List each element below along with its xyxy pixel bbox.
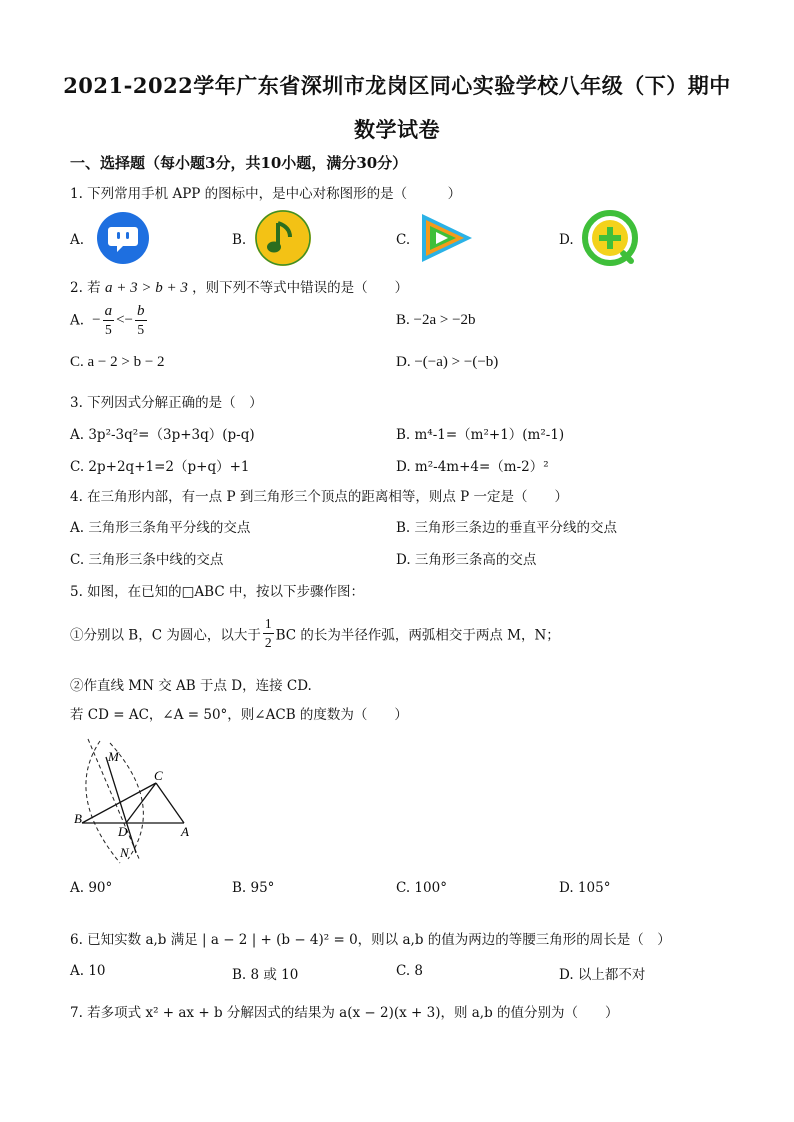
q2-option-d: D. −(−a) > −(−b) xyxy=(396,354,499,370)
q4-option-a: A. 三角形三条角平分线的交点 xyxy=(70,520,251,536)
q1-option-b-label: B. xyxy=(232,232,247,248)
label-d: D xyxy=(118,824,128,839)
q2-stem-pre: 2. 若 xyxy=(70,280,101,296)
q3-option-b: B. m⁴-1=（m²+1）(m²-1) xyxy=(396,427,565,443)
q2-stem xyxy=(70,276,408,297)
segment-ca xyxy=(156,783,184,823)
q1-option-d-label: D. xyxy=(559,232,574,248)
q2-option-c: C. a − 2 > b − 2 xyxy=(70,354,165,370)
title-line-2: 数学试卷 xyxy=(354,117,440,142)
label-b: B xyxy=(74,811,82,826)
q3-stem: 3. 下列因式分解正确的是（ ） xyxy=(70,395,263,411)
q5-option-d: D. 105° xyxy=(559,880,611,896)
q5-option-c: C. 100° xyxy=(396,880,447,896)
q5-option-b: B. 95° xyxy=(232,880,275,896)
segment-cd xyxy=(126,783,156,823)
q2-stem-post: ，则下列不等式中错误的是（ ） xyxy=(192,280,409,296)
q6-option-a: A. 10 xyxy=(70,963,106,979)
q6-option-c: C. 8 xyxy=(396,963,424,979)
q2-frac2-den: 5 xyxy=(137,322,145,337)
q6-stem: 6. 已知实数 a,b 满足 | a − 2 | + (b − 4)² = 0，则以 a,b 的值为两边的等腰三角形的周长是（ ） xyxy=(70,932,671,948)
q1-option-c-label: C. xyxy=(396,232,411,248)
q2-stem-math: a + 3 > b + 3 xyxy=(104,280,188,296)
q5-step1-pre: ①分别以 B，C 为圆心，以大于 xyxy=(70,627,261,644)
section-heading: 一、选择题（每小题3分，共10小题，满分30分） xyxy=(70,154,408,172)
q5-step2: ②作直线 MN 交 AB 于点 D，连接 CD. xyxy=(70,678,312,694)
title-line-1: 2021-2022学年广东省深圳市龙岗区同心实验学校八年级（下）期中 xyxy=(63,73,731,98)
q5-step1-frac-den: 2 xyxy=(264,635,272,650)
q5-option-a: A. 90° xyxy=(70,880,113,896)
q5-stem: 5. 如图，在已知的□ABC 中，按以下步骤作图： xyxy=(70,584,364,600)
q5-step1 xyxy=(70,615,560,652)
q6-option-b: B. 8 或 10 xyxy=(232,967,299,983)
label-c: C xyxy=(154,768,163,783)
q4-stem: 4. 在三角形内部，有一点 P 到三角形三个顶点的距离相等，则点 P 一定是（ ） xyxy=(70,489,569,505)
q5-step1-post: BC 的长为半径作弧，两弧相交于两点 M，N； xyxy=(275,627,560,644)
label-a: A xyxy=(181,824,189,839)
q2-option-a: A. − $\frac{a}{5}$ <− $\frac{b}{5}$ xyxy=(70,303,145,337)
security-plus-app-icon xyxy=(581,209,639,267)
q4-option-b: B. 三角形三条边的垂直平分线的交点 xyxy=(396,520,618,536)
q5-step1-frac-num: 1 xyxy=(263,615,274,634)
q3-option-d: D. m²-4m+4=（m-2）² xyxy=(396,459,549,475)
q4-option-c: C. 三角形三条中线的交点 xyxy=(70,552,224,568)
q3-option-a: A. 3p²-3q²=（3p+3q）(p-q) xyxy=(70,427,255,443)
q2-option-b: B. −2a > −2b xyxy=(396,312,476,328)
play-video-app-icon xyxy=(416,210,476,266)
q4-option-d: D. 三角形三条高的交点 xyxy=(396,552,537,568)
music-note-app-icon xyxy=(254,209,312,267)
q5-figure xyxy=(70,735,200,867)
q2-frac1-num: a xyxy=(104,303,113,319)
q5-condition: 若 CD = AC，∠A = 50°，则∠ACB 的度数为（ ） xyxy=(70,707,408,723)
q7-stem: 7. 若多项式 x² + ax + b 分解因式的结果为 a(x − 2)(x + 3)，则 a,b 的值分别为（ ） xyxy=(70,1005,619,1021)
q3-option-c: C. 2p+2q+1=2（p+q）+1 xyxy=(70,459,250,475)
q2-frac2-num: b xyxy=(137,303,145,319)
q1-stem: 1. 下列常用手机 APP 的图标中，是中心对称图形的是（ ） xyxy=(70,186,462,202)
label-m: M xyxy=(108,749,119,764)
label-n: N xyxy=(120,845,129,860)
q2-option-a-lt: < xyxy=(116,312,125,328)
q6-option-d: D. 以上都不对 xyxy=(559,967,646,983)
q2-option-a-label: A. xyxy=(70,312,85,329)
q2-frac1-den: 5 xyxy=(104,322,112,337)
chat-app-icon xyxy=(96,211,150,265)
segment-bc xyxy=(82,783,156,823)
q1-option-a-label: A. xyxy=(70,232,85,248)
